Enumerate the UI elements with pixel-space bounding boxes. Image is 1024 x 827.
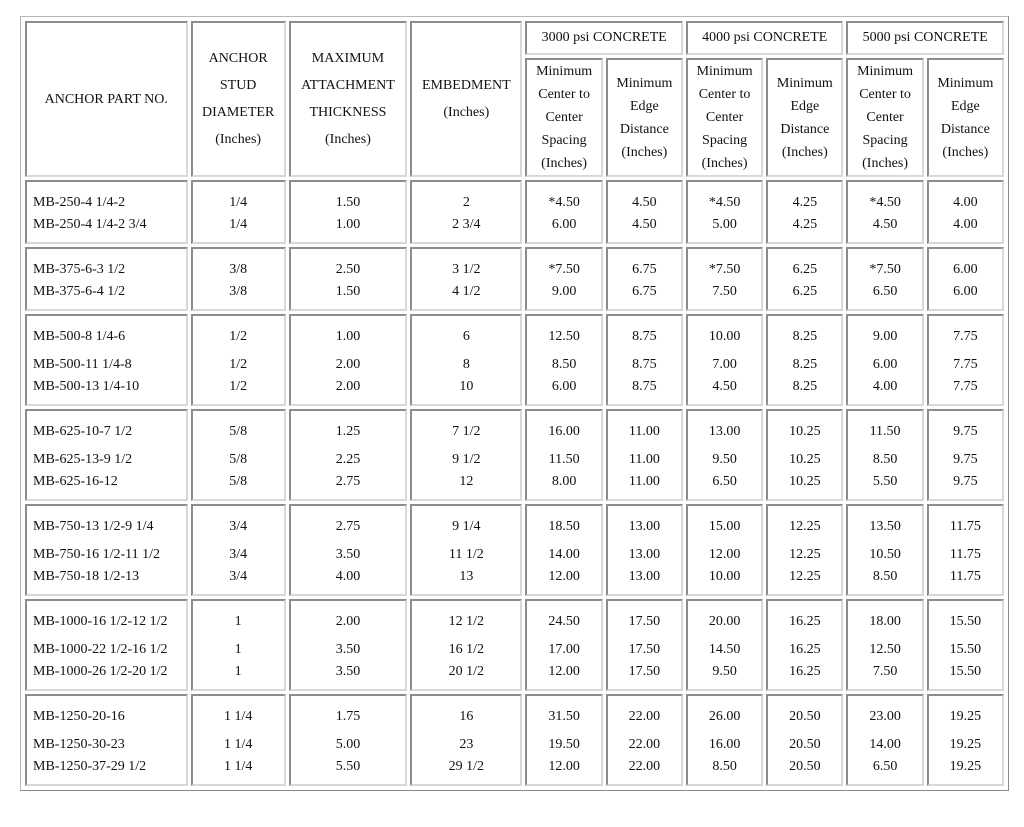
- cell-part-no: [25, 694, 188, 786]
- value-edge-3000: 6.75: [632, 284, 657, 299]
- value-stud-diameter: 3/4: [229, 547, 248, 562]
- cell-spacing-4000: [686, 599, 763, 691]
- cell-attachment-thickness: [289, 314, 407, 406]
- value-spacing-3000: 6.00: [551, 217, 577, 232]
- value-spacing-3000: 14.00: [548, 547, 580, 562]
- cell-attachment-thickness: [289, 409, 407, 501]
- value-spacing-5000: 4.50: [872, 217, 898, 232]
- value-attachment-thickness: 1.50: [335, 195, 361, 210]
- value-spacing-3000: 16.00: [548, 424, 580, 439]
- cell-spacing-3000: [525, 247, 602, 311]
- value-part-no: MB-625-13-9 1/2: [33, 452, 133, 467]
- value-spacing-4000: 9.50: [712, 452, 737, 467]
- value-edge-4000: 8.25: [792, 329, 818, 344]
- header-5000-psi: 5000 psi CONCRETE: [846, 21, 1004, 55]
- cell-embedment: [410, 409, 522, 501]
- value-edge-3000: 13.00: [628, 519, 661, 534]
- cell-embedment: [410, 314, 522, 406]
- value-spacing-5000: 11.50: [869, 424, 901, 439]
- value-spacing-4000: 14.50: [708, 642, 741, 657]
- value-edge-4000: 10.25: [789, 452, 821, 467]
- value-part-no: MB-1000-16 1/2-12 1/2: [33, 614, 168, 629]
- value-embedment: 3 1/2: [452, 262, 481, 277]
- cell-part-no: [25, 314, 188, 406]
- value-edge-5000: 7.75: [953, 329, 978, 344]
- value-spacing-3000: *7.50: [548, 262, 580, 277]
- value-embedment: 2: [462, 195, 470, 210]
- value-stud-diameter: 1/4: [229, 217, 248, 232]
- value-edge-3000: 11.00: [628, 424, 660, 439]
- value-embedment: 8: [462, 357, 470, 372]
- header-min-spacing-5000: Minimum Center to Center Spacing (Inches): [846, 58, 923, 177]
- value-attachment-thickness: 3.50: [335, 547, 361, 562]
- header-attachment-thickness: MAXIMUM ATTACHMENT THICKNESS (Inches): [289, 21, 407, 177]
- value-edge-3000: 11.00: [628, 452, 660, 467]
- value-attachment-thickness: 1.00: [335, 217, 361, 232]
- value-part-no: MB-625-10-7 1/2: [33, 424, 133, 439]
- cell-edge-4000: [766, 504, 843, 596]
- value-spacing-5000: 14.00: [869, 737, 901, 752]
- value-attachment-thickness: 5.00: [335, 737, 361, 752]
- value-edge-4000: 20.50: [789, 737, 821, 752]
- value-edge-4000: 6.25: [792, 284, 818, 299]
- value-spacing-3000: 6.00: [551, 379, 577, 394]
- header-min-edge-distance-4000: Minimum Edge Distance (Inches): [766, 58, 843, 177]
- value-spacing-3000: 12.00: [548, 664, 580, 679]
- table-row-group: [25, 599, 1004, 691]
- cell-spacing-4000: [686, 409, 763, 501]
- value-attachment-thickness: 2.00: [335, 357, 361, 372]
- table-row-group: [25, 694, 1004, 786]
- cell-spacing-4000: [686, 314, 763, 406]
- value-embedment: 10: [459, 379, 474, 394]
- value-embedment: 11 1/2: [448, 547, 484, 562]
- value-spacing-5000: 6.50: [872, 759, 898, 774]
- anchor-spec-table: [22, 18, 1007, 789]
- value-spacing-5000: 6.00: [872, 357, 898, 372]
- value-spacing-3000: 17.00: [548, 642, 580, 657]
- cell-part-no: [25, 180, 188, 244]
- cell-edge-3000: [606, 504, 683, 596]
- value-edge-4000: 10.25: [789, 424, 821, 439]
- value-spacing-3000: 8.00: [551, 474, 577, 489]
- table-row-group: [25, 409, 1004, 501]
- cell-stud-diameter: [191, 314, 286, 406]
- table-row-group: [25, 314, 1004, 406]
- value-spacing-3000: 8.50: [551, 357, 577, 372]
- value-embedment: 4 1/2: [452, 284, 481, 299]
- header-part-no: ANCHOR PART NO.: [25, 21, 188, 177]
- value-stud-diameter: 1 1/4: [223, 737, 253, 752]
- value-spacing-4000: 8.50: [712, 759, 737, 774]
- value-embedment: 12: [459, 474, 474, 489]
- cell-embedment: [410, 180, 522, 244]
- cell-edge-4000: [766, 599, 843, 691]
- value-edge-5000: 9.75: [953, 452, 978, 467]
- value-edge-5000: 4.00: [953, 217, 978, 232]
- cell-stud-diameter: [191, 599, 286, 691]
- value-embedment: 13: [459, 569, 474, 584]
- value-spacing-4000: 26.00: [708, 709, 741, 724]
- value-edge-4000: 12.25: [789, 519, 821, 534]
- cell-stud-diameter: [191, 180, 286, 244]
- value-spacing-5000: 13.50: [869, 519, 901, 534]
- value-attachment-thickness: 1.00: [335, 329, 361, 344]
- value-edge-3000: 4.50: [632, 217, 657, 232]
- cell-edge-5000: [927, 504, 1004, 596]
- value-spacing-4000: 13.00: [708, 424, 741, 439]
- value-attachment-thickness: 1.75: [335, 709, 361, 724]
- value-edge-4000: 4.25: [792, 195, 818, 210]
- value-embedment: 2 3/4: [452, 217, 481, 232]
- value-edge-5000: 7.75: [953, 357, 978, 372]
- value-spacing-3000: *4.50: [548, 195, 580, 210]
- value-stud-diameter: 1: [234, 614, 242, 629]
- value-attachment-thickness: 2.00: [335, 614, 361, 629]
- cell-edge-4000: [766, 694, 843, 786]
- value-stud-diameter: 3/8: [229, 262, 248, 277]
- value-part-no: MB-625-16-12: [33, 474, 118, 489]
- value-edge-3000: 8.75: [632, 329, 657, 344]
- value-edge-3000: 8.75: [632, 379, 657, 394]
- cell-edge-3000: [606, 314, 683, 406]
- cell-edge-4000: [766, 247, 843, 311]
- cell-spacing-5000: [846, 504, 923, 596]
- value-attachment-thickness: 1.50: [335, 284, 361, 299]
- value-edge-5000: 15.50: [949, 642, 982, 657]
- value-spacing-4000: 7.00: [712, 357, 737, 372]
- value-part-no: MB-500-11 1/4-8: [33, 357, 132, 372]
- value-spacing-3000: 11.50: [548, 452, 580, 467]
- value-edge-5000: 9.75: [953, 424, 978, 439]
- value-stud-diameter: 1/2: [229, 357, 248, 372]
- value-spacing-4000: 15.00: [708, 519, 741, 534]
- cell-edge-4000: [766, 409, 843, 501]
- value-edge-5000: 4.00: [953, 195, 978, 210]
- value-stud-diameter: 1 1/4: [223, 709, 253, 724]
- value-edge-5000: 11.75: [949, 547, 981, 562]
- value-edge-5000: 9.75: [953, 474, 978, 489]
- header-min-edge-distance-5000: Minimum Edge Distance (Inches): [927, 58, 1004, 177]
- value-spacing-3000: 18.50: [548, 519, 580, 534]
- cell-edge-3000: [606, 599, 683, 691]
- cell-spacing-5000: [846, 314, 923, 406]
- value-edge-5000: 15.50: [949, 664, 982, 679]
- anchor-spec-table-frame: [20, 16, 1009, 791]
- value-embedment: 16: [459, 709, 474, 724]
- value-embedment: 16 1/2: [448, 642, 484, 657]
- value-edge-5000: 7.75: [953, 379, 978, 394]
- cell-spacing-5000: [846, 409, 923, 501]
- value-edge-5000: 19.25: [949, 737, 982, 752]
- value-spacing-4000: 9.50: [712, 664, 737, 679]
- value-spacing-3000: 24.50: [548, 614, 580, 629]
- cell-edge-3000: [606, 694, 683, 786]
- value-attachment-thickness: 5.50: [335, 759, 361, 774]
- value-embedment: 9 1/4: [452, 519, 481, 534]
- value-attachment-thickness: 2.75: [335, 474, 361, 489]
- value-edge-4000: 10.25: [789, 474, 821, 489]
- value-attachment-thickness: 1.25: [335, 424, 361, 439]
- cell-attachment-thickness: [289, 180, 407, 244]
- value-embedment: 7 1/2: [452, 424, 481, 439]
- cell-part-no: [25, 599, 188, 691]
- value-edge-4000: 20.50: [789, 759, 821, 774]
- cell-spacing-4000: [686, 180, 763, 244]
- cell-edge-5000: [927, 599, 1004, 691]
- value-embedment: 20 1/2: [448, 664, 484, 679]
- value-stud-diameter: 1/2: [229, 329, 248, 344]
- value-attachment-thickness: 2.50: [335, 262, 361, 277]
- cell-spacing-4000: [686, 694, 763, 786]
- value-stud-diameter: 1/4: [229, 195, 248, 210]
- value-stud-diameter: 3/8: [229, 284, 248, 299]
- value-edge-5000: 19.25: [949, 759, 982, 774]
- value-edge-5000: 11.75: [949, 519, 981, 534]
- value-edge-3000: 22.00: [628, 709, 661, 724]
- value-stud-diameter: 3/4: [229, 519, 248, 534]
- cell-attachment-thickness: [289, 504, 407, 596]
- value-embedment: 12 1/2: [448, 614, 484, 629]
- value-spacing-5000: 10.50: [869, 547, 901, 562]
- cell-edge-5000: [927, 409, 1004, 501]
- value-spacing-4000: 6.50: [712, 474, 737, 489]
- value-spacing-5000: 18.00: [869, 614, 901, 629]
- value-spacing-3000: 12.00: [548, 759, 580, 774]
- value-spacing-5000: *4.50: [869, 195, 901, 210]
- cell-attachment-thickness: [289, 694, 407, 786]
- value-edge-3000: 4.50: [632, 195, 657, 210]
- value-edge-4000: 4.25: [792, 217, 818, 232]
- cell-spacing-3000: [525, 599, 602, 691]
- value-spacing-3000: 12.00: [548, 569, 580, 584]
- value-spacing-4000: 10.00: [708, 569, 741, 584]
- value-stud-diameter: 1 1/4: [223, 759, 253, 774]
- value-edge-3000: 22.00: [628, 759, 661, 774]
- value-edge-4000: 16.25: [789, 642, 821, 657]
- value-edge-5000: 19.25: [949, 709, 982, 724]
- value-part-no: MB-250-4 1/4-2 3/4: [33, 217, 147, 232]
- value-part-no: MB-500-8 1/4-6: [33, 329, 126, 344]
- cell-part-no: [25, 247, 188, 311]
- cell-stud-diameter: [191, 247, 286, 311]
- value-part-no: MB-750-18 1/2-13: [33, 569, 140, 584]
- value-edge-3000: 17.50: [628, 642, 661, 657]
- cell-spacing-3000: [525, 314, 602, 406]
- value-spacing-4000: 16.00: [708, 737, 741, 752]
- value-spacing-4000: *4.50: [708, 195, 741, 210]
- value-part-no: MB-750-13 1/2-9 1/4: [33, 519, 154, 534]
- value-spacing-5000: 8.50: [872, 452, 898, 467]
- cell-spacing-5000: [846, 694, 923, 786]
- cell-spacing-3000: [525, 409, 602, 501]
- value-edge-4000: 16.25: [789, 664, 821, 679]
- value-attachment-thickness: 3.50: [335, 664, 361, 679]
- value-part-no: MB-375-6-4 1/2: [33, 284, 126, 299]
- value-spacing-5000: 8.50: [872, 569, 898, 584]
- cell-embedment: [410, 599, 522, 691]
- value-spacing-5000: *7.50: [869, 262, 901, 277]
- value-edge-4000: 8.25: [792, 357, 818, 372]
- value-spacing-5000: 4.00: [872, 379, 898, 394]
- cell-spacing-5000: [846, 599, 923, 691]
- cell-stud-diameter: [191, 694, 286, 786]
- header-3000-psi: 3000 psi CONCRETE: [525, 21, 682, 55]
- cell-stud-diameter: [191, 504, 286, 596]
- cell-edge-5000: [927, 180, 1004, 244]
- value-edge-5000: 15.50: [949, 614, 982, 629]
- cell-stud-diameter: [191, 409, 286, 501]
- value-edge-3000: 17.50: [628, 614, 661, 629]
- value-spacing-5000: 7.50: [872, 664, 898, 679]
- value-attachment-thickness: 2.25: [335, 452, 361, 467]
- value-embedment: 9 1/2: [452, 452, 481, 467]
- value-edge-4000: 8.25: [792, 379, 818, 394]
- value-edge-5000: 6.00: [953, 284, 978, 299]
- cell-embedment: [410, 504, 522, 596]
- header-4000-psi: 4000 psi CONCRETE: [686, 21, 843, 55]
- value-part-no: MB-1250-37-29 1/2: [33, 759, 147, 774]
- value-edge-3000: 11.00: [628, 474, 660, 489]
- cell-edge-4000: [766, 314, 843, 406]
- value-part-no: MB-375-6-3 1/2: [33, 262, 126, 277]
- cell-spacing-3000: [525, 504, 602, 596]
- header-stud-diameter: ANCHOR STUD DIAMETER (Inches): [191, 21, 286, 177]
- value-spacing-3000: 9.00: [551, 284, 577, 299]
- value-stud-diameter: 1: [234, 642, 242, 657]
- cell-edge-4000: [766, 180, 843, 244]
- value-edge-3000: 17.50: [628, 664, 661, 679]
- value-stud-diameter: 5/8: [229, 452, 248, 467]
- table-row-group: [25, 504, 1004, 596]
- value-spacing-4000: *7.50: [708, 262, 741, 277]
- value-spacing-4000: 10.00: [708, 329, 741, 344]
- value-edge-4000: 20.50: [789, 709, 821, 724]
- cell-edge-5000: [927, 247, 1004, 311]
- cell-spacing-4000: [686, 247, 763, 311]
- value-spacing-4000: 12.00: [708, 547, 741, 562]
- value-attachment-thickness: 3.50: [335, 642, 361, 657]
- value-attachment-thickness: 4.00: [335, 569, 361, 584]
- value-part-no: MB-250-4 1/4-2: [33, 195, 126, 210]
- value-stud-diameter: 3/4: [229, 569, 248, 584]
- value-spacing-5000: 23.00: [869, 709, 901, 724]
- value-edge-4000: 6.25: [792, 262, 818, 277]
- value-edge-3000: 13.00: [628, 547, 661, 562]
- value-part-no: MB-1250-20-16: [33, 709, 125, 724]
- value-part-no: MB-1000-26 1/2-20 1/2: [33, 664, 168, 679]
- value-spacing-4000: 5.00: [712, 217, 737, 232]
- cell-part-no: [25, 504, 188, 596]
- value-stud-diameter: 5/8: [229, 424, 248, 439]
- value-spacing-4000: 7.50: [712, 284, 737, 299]
- value-embedment: 29 1/2: [448, 759, 484, 774]
- value-spacing-4000: 4.50: [712, 379, 737, 394]
- table-row-group: [25, 180, 1004, 244]
- value-spacing-5000: 9.00: [872, 329, 898, 344]
- value-edge-4000: 12.25: [789, 569, 821, 584]
- value-edge-3000: 6.75: [632, 262, 657, 277]
- cell-spacing-5000: [846, 180, 923, 244]
- cell-part-no: [25, 409, 188, 501]
- value-attachment-thickness: 2.75: [335, 519, 361, 534]
- table-row-group: [25, 247, 1004, 311]
- value-embedment: 23: [459, 737, 474, 752]
- cell-spacing-3000: [525, 694, 602, 786]
- cell-edge-5000: [927, 694, 1004, 786]
- value-part-no: MB-750-16 1/2-11 1/2: [33, 547, 161, 562]
- cell-edge-5000: [927, 314, 1004, 406]
- cell-edge-3000: [606, 247, 683, 311]
- header-min-edge-distance-3000: Minimum Edge Distance (Inches): [606, 58, 683, 177]
- value-spacing-3000: 12.50: [548, 329, 580, 344]
- value-stud-diameter: 1: [234, 664, 242, 679]
- value-spacing-3000: 19.50: [548, 737, 580, 752]
- header-min-spacing-3000: Minimum Center to Center Spacing (Inches): [525, 58, 602, 177]
- cell-edge-3000: [606, 409, 683, 501]
- value-edge-3000: 22.00: [628, 737, 661, 752]
- cell-attachment-thickness: [289, 599, 407, 691]
- cell-embedment: [410, 247, 522, 311]
- cell-edge-3000: [606, 180, 683, 244]
- cell-embedment: [410, 694, 522, 786]
- value-edge-3000: 13.00: [628, 569, 661, 584]
- cell-spacing-5000: [846, 247, 923, 311]
- value-edge-5000: 6.00: [953, 262, 978, 277]
- value-stud-diameter: 1/2: [229, 379, 248, 394]
- value-spacing-5000: 5.50: [872, 474, 898, 489]
- value-spacing-5000: 6.50: [872, 284, 898, 299]
- value-attachment-thickness: 2.00: [335, 379, 361, 394]
- value-spacing-3000: 31.50: [548, 709, 580, 724]
- value-part-no: MB-500-13 1/4-10: [33, 379, 140, 394]
- value-stud-diameter: 5/8: [229, 474, 248, 489]
- value-spacing-5000: 12.50: [869, 642, 901, 657]
- header-embedment: EMBEDMENT (Inches): [410, 21, 522, 177]
- value-edge-3000: 8.75: [632, 357, 657, 372]
- value-spacing-4000: 20.00: [708, 614, 741, 629]
- value-edge-5000: 11.75: [949, 569, 981, 584]
- value-embedment: 6: [462, 329, 470, 344]
- value-edge-4000: 12.25: [789, 547, 821, 562]
- cell-spacing-4000: [686, 504, 763, 596]
- value-edge-4000: 16.25: [789, 614, 821, 629]
- cell-spacing-3000: [525, 180, 602, 244]
- value-part-no: MB-1250-30-23: [33, 737, 125, 752]
- value-part-no: MB-1000-22 1/2-16 1/2: [33, 642, 168, 657]
- cell-attachment-thickness: [289, 247, 407, 311]
- header-min-spacing-4000: Minimum Center to Center Spacing (Inches): [686, 58, 763, 177]
